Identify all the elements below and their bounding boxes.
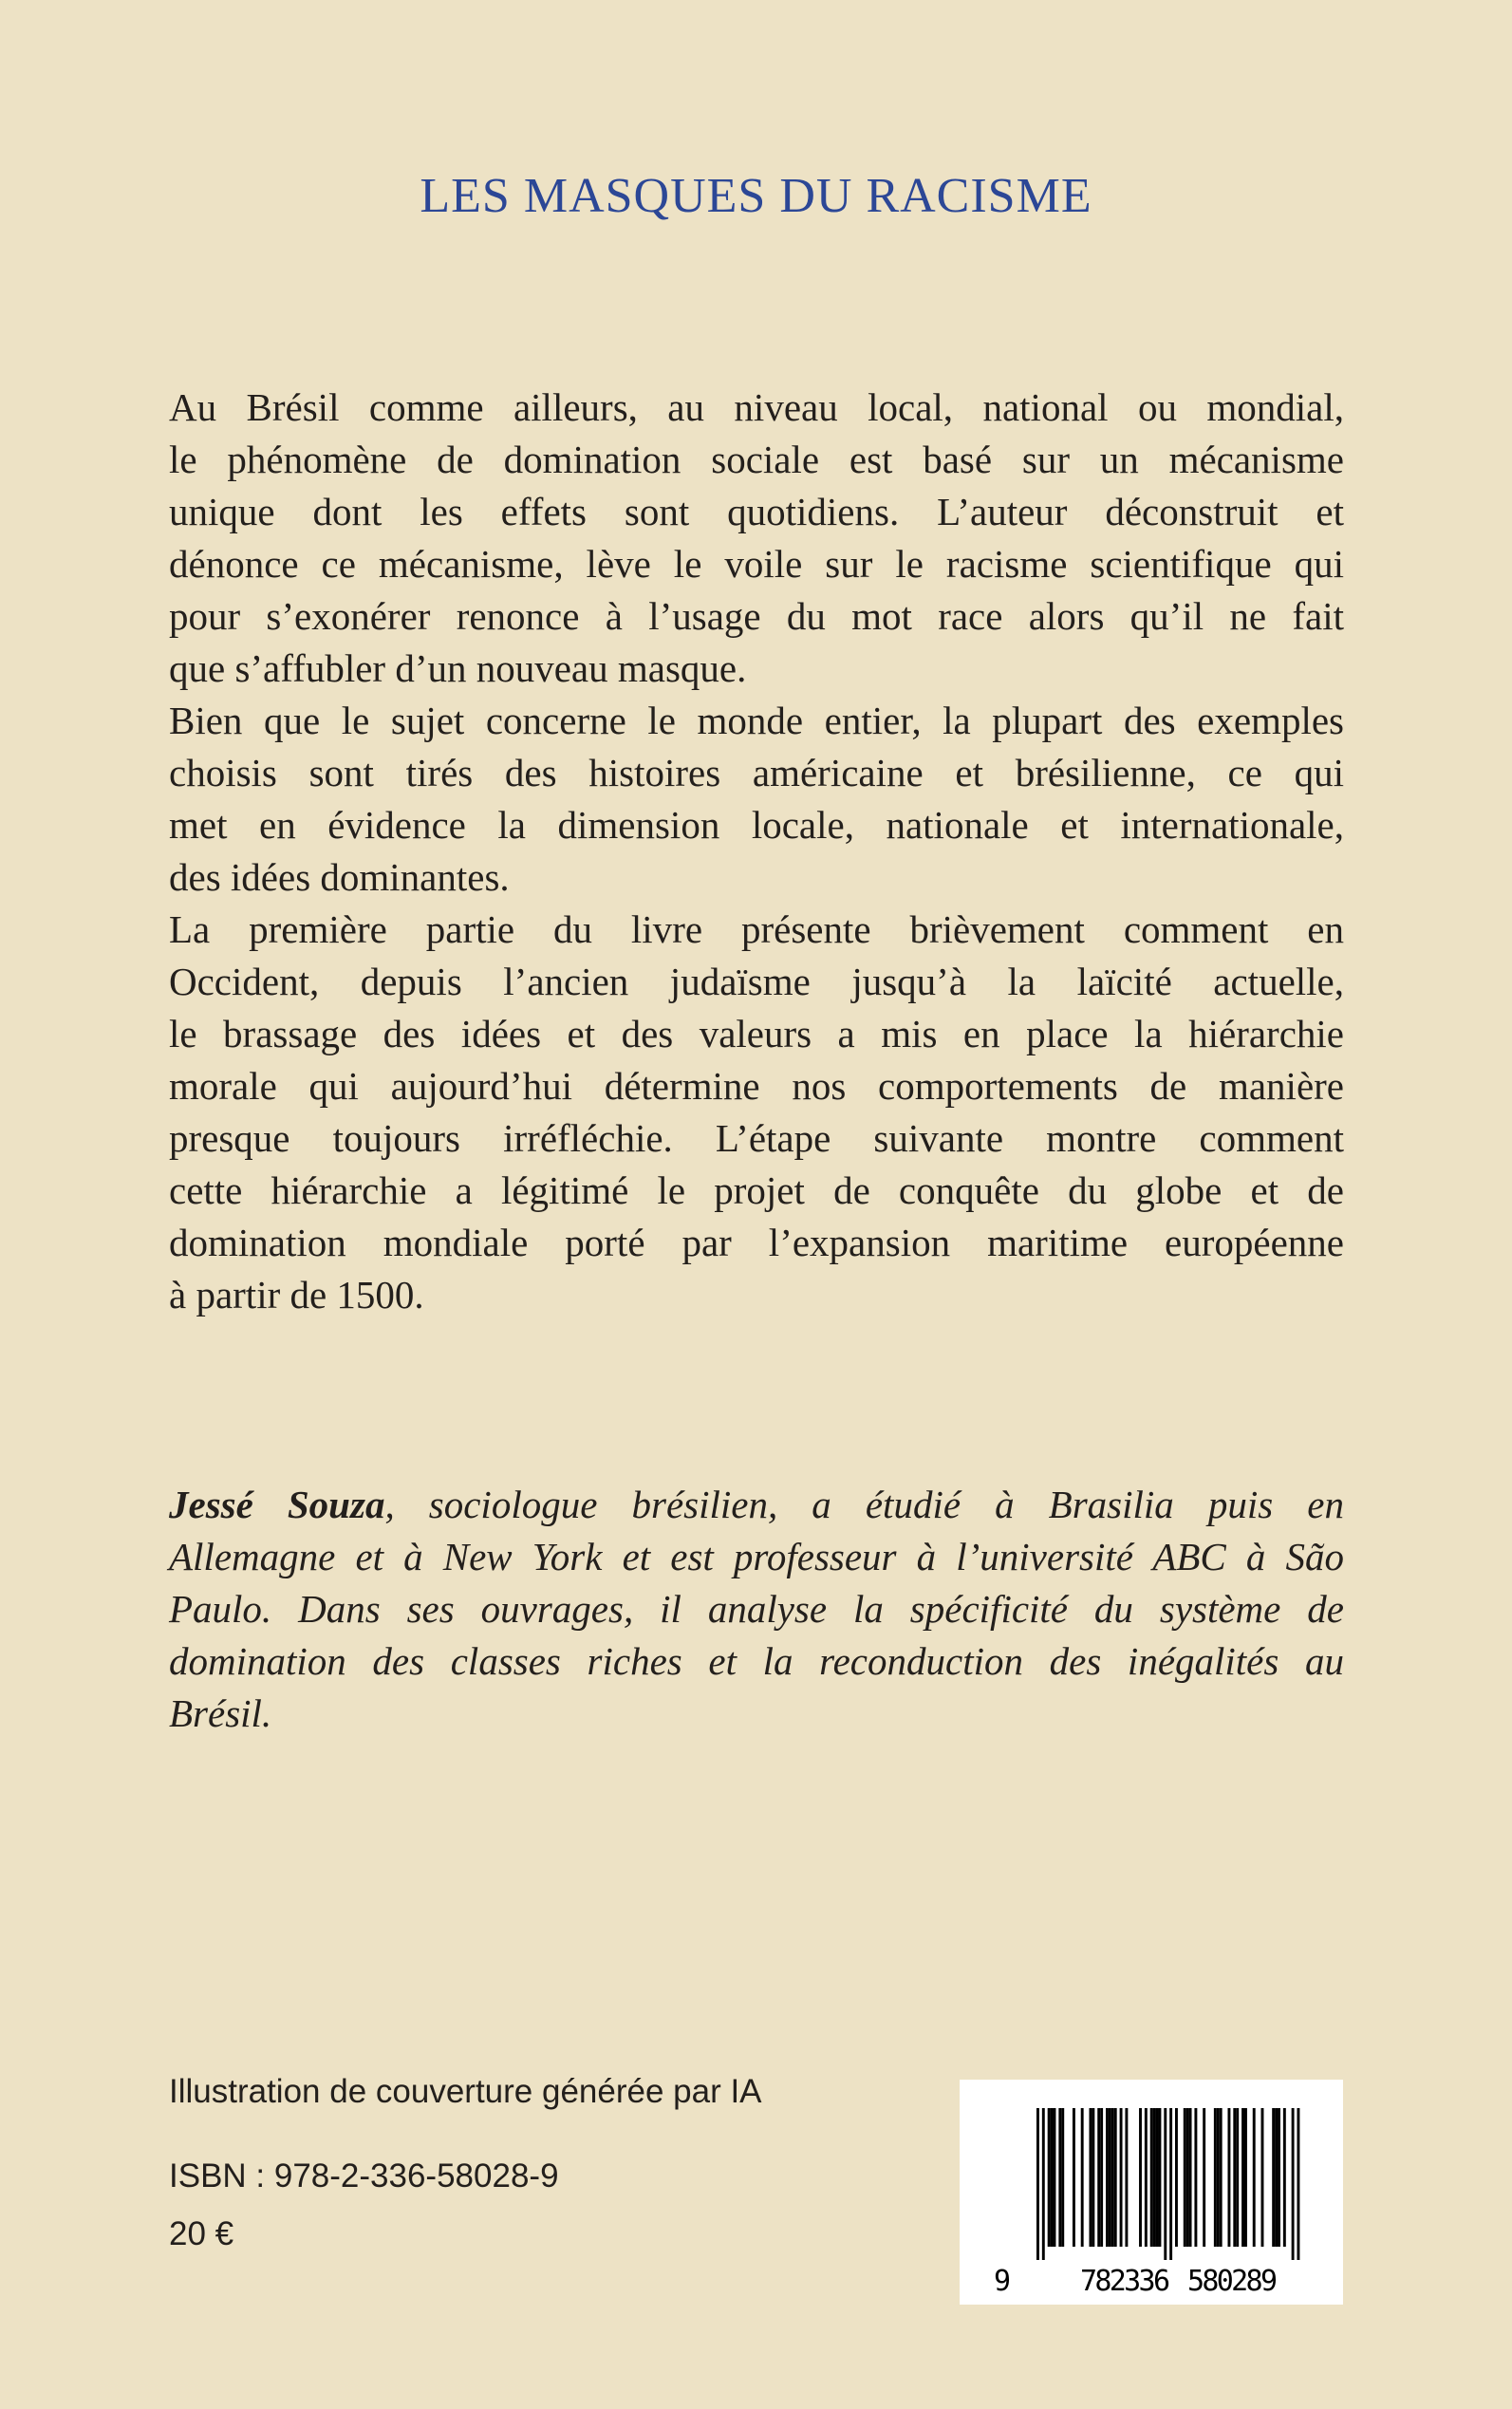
barcode-bar [1036,2108,1039,2260]
barcode-bar [1175,2108,1178,2247]
illustration-credit: Illustration de couverture générée par IA [169,2073,762,2110]
blurb-line: met en évidence la dimension locale, nationale et internationale, [169,803,1344,847]
barcode-bar [1194,2108,1197,2247]
barcode-bar [1233,2108,1236,2247]
blurb-line: Au Brésil comme ailleurs, au niveau local, national ou mondial, [169,385,1344,429]
book-title: LES MASQUES DU RACISME [420,169,1092,223]
barcode-bar [1272,2108,1275,2247]
bio-line: Paulo. Dans ses ouvrages, il analyse la spécificité du système de [169,1587,1344,1631]
barcode-bar [1164,2108,1167,2260]
barcode-bar [1278,2108,1280,2247]
blurb-line: choisis sont tirés des histoires américaine et brésilienne, ce qui [169,751,1344,794]
barcode-bar [1054,2108,1056,2247]
blurb-line: pour s’exonérer renonce à l’usage du mot race alors qu’il ne fait [169,594,1344,638]
author-bio [169,1479,1344,1740]
barcode-bar [1158,2108,1161,2247]
barcode-bar [1283,2108,1286,2247]
blurb [169,382,1344,1321]
barcode-bar [1244,2108,1247,2247]
barcode-bar [1275,2108,1278,2247]
blurb-line: que s’affubler d’un nouveau masque. [169,646,747,690]
barcode-bar [1089,2108,1092,2247]
barcode-bar [1220,2108,1223,2247]
blurb-line: Bien que le sujet concerne le monde entier, la plupart des exemples [169,699,1344,742]
price: 20 € [169,2215,234,2252]
barcode-bar [1100,2108,1103,2247]
isbn: ISBN : 978-2-336-58028-9 [169,2157,559,2194]
barcode-bar [1297,2108,1299,2260]
bio-line: Brésil. [169,1691,272,1735]
blurb-line: unique dont les effets sont quotidiens. L’auteur déconstruit et [169,490,1344,533]
barcode-bar [1120,2108,1123,2247]
barcode-bar [1241,2108,1244,2247]
barcode-first-digit: 9 [994,2265,1012,2298]
blurb-line: domination mondiale porté par l’expansion maritime européenne [169,1221,1344,1264]
barcode-bar [1092,2108,1094,2247]
barcode-bar [1156,2108,1159,2247]
barcode-bar [1186,2108,1189,2247]
bio-line: domination des classes riches et la reconduction des inégalités au [169,1639,1344,1683]
barcode-bar [1153,2108,1156,2247]
barcode-bar [1058,2108,1061,2247]
blurb-line: cette hiérarchie a légitimé le projet de conquête du globe et de [169,1168,1344,1212]
barcode-bar [1139,2108,1142,2247]
barcode-bar [1042,2108,1045,2260]
blurb-line: presque toujours irréfléchie. L’étape suivante montre comment [169,1116,1344,1160]
blurb-line: La première partie du livre présente brièvement comment en [169,907,1344,951]
barcode-bar [1203,2108,1205,2247]
barcode-bar [1227,2108,1230,2247]
barcode-bar [1109,2108,1111,2247]
barcode-bar [1081,2108,1084,2247]
barcode-bar [1051,2108,1054,2247]
blurb-line: des idées dominantes. [169,855,510,899]
barcode-left-digits: 782336 [1080,2265,1170,2298]
barcode-bar [1214,2108,1217,2247]
barcode-bar [1106,2108,1109,2247]
bio-line: Allemagne et à New York et est professeur à l’université ABC à São [169,1535,1344,1578]
barcode-bar [1125,2108,1128,2247]
blurb-line: morale qui aujourd’hui détermine nos comportements de manière [169,1064,1344,1108]
barcode-bar [1048,2108,1051,2247]
blurb-line: dénonce ce mécanisme, lève le voile sur le racisme scientifique qui [169,542,1344,586]
bio-line: Jessé Souza, sociologue brésilien, a étudié à Brasilia puis en [169,1483,1345,1526]
barcode-bar [1061,2108,1064,2247]
barcode-bar [1169,2108,1172,2260]
barcode-bar [1145,2108,1148,2247]
author-name: Jessé Souza [169,1483,385,1526]
barcode-right-digits: 580289 [1187,2265,1278,2298]
barcode-bar [1236,2108,1239,2247]
barcode [960,2080,1343,2305]
blurb-line: le brassage des idées et des valeurs a mis en place la hiérarchie [169,1012,1344,1055]
barcode-bar [1073,2108,1075,2247]
barcode-bar [1184,2108,1186,2247]
barcode-bars [960,2080,1343,2305]
blurb-line: Occident, depuis l’ancien judaïsme jusqu’à la laïcité actuelle, [169,960,1344,1003]
barcode-bar [1111,2108,1114,2247]
barcode-bar [1217,2108,1220,2247]
blurb-line: le phénomène de domination sociale est basé sur un mécanisme [169,438,1344,481]
blurb-line: à partir de 1500. [169,1273,424,1317]
barcode-bar [1097,2108,1100,2247]
barcode-bar [1114,2108,1117,2247]
barcode-bar [1253,2108,1256,2247]
barcode-bar [1150,2108,1153,2247]
barcode-bar [1292,2108,1295,2260]
barcode-bar [1261,2108,1264,2247]
barcode-bar [1189,2108,1192,2247]
